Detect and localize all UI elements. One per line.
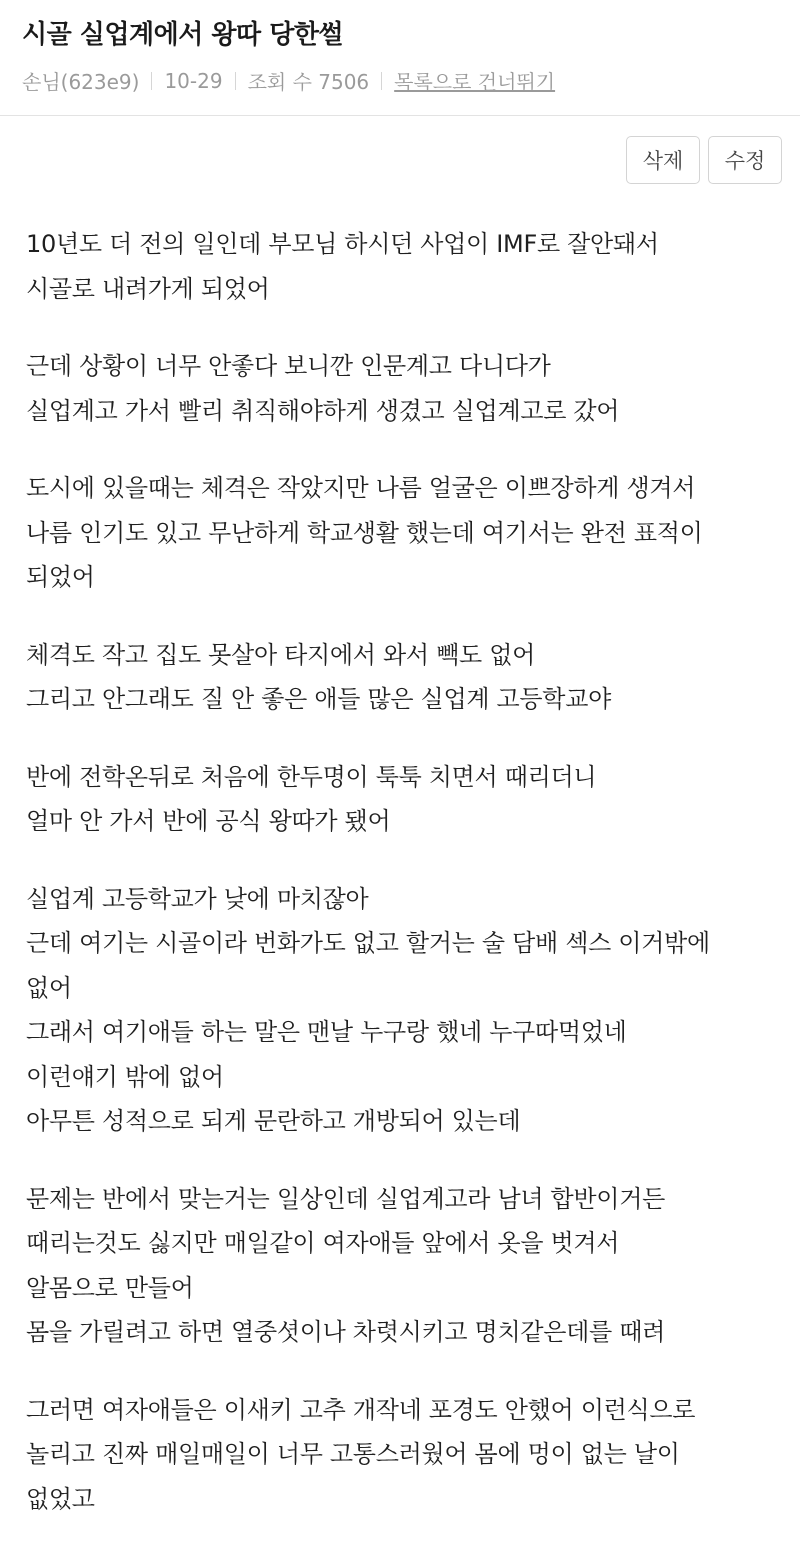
post-paragraph (26, 1388, 786, 1522)
post-body (26, 222, 786, 1554)
meta-divider (235, 72, 236, 90)
post-paragraph (26, 755, 786, 844)
post-text-line: 이런얘기 밖에 없어 (26, 1062, 224, 1091)
post-text-line: 반에 전학온뒤로 처음에 한두명이 툭툭 치면서 때리더니 (26, 762, 597, 791)
post-text-line: 알몸으로 만들어 (26, 1273, 194, 1302)
post-paragraph (26, 877, 786, 1144)
post-text-line: 실업계 고등학교가 낮에 마치잖아 (26, 884, 369, 913)
post-paragraph (26, 344, 786, 433)
post-text-line: 근데 상황이 너무 안좋다 보니깐 인문계고 다니다가 (26, 352, 551, 380)
post-paragraph (26, 1177, 786, 1355)
meta-divider (381, 72, 382, 90)
post-date: 10-29 (164, 68, 223, 93)
post-text-line: 나름 인기도 있고 무난하게 학교생활 했는데 여기서는 완전 표적이 (26, 518, 703, 547)
post-paragraph (26, 466, 786, 600)
post-text-line: 10년도 더 전의 일인데 부모님 하시던 사업이 IMF로 잘안돼서 (26, 230, 659, 258)
post-text-line: 시골로 내려가게 되었어 (26, 274, 270, 303)
post-text-line: 도시에 있을때는 체격은 작았지만 나름 얼굴은 이쁘장하게 생겨서 (26, 474, 696, 502)
post-header (0, 0, 800, 116)
post-text-line: 때리는것도 싫지만 매일같이 여자애들 앞에서 옷을 벗겨서 (26, 1229, 620, 1257)
post-meta (22, 66, 555, 95)
post-text-line: 얼마 안 가서 반에 공식 왕따가 됐어 (26, 807, 391, 835)
post-paragraph (26, 222, 786, 311)
post-text-line: 그러면 여자애들은 이새키 고추 개작네 포경도 안했어 이런식으로 (26, 1395, 696, 1424)
post-text-line: 체격도 작고 집도 못살아 타지에서 와서 빽도 없어 (26, 640, 535, 669)
delete-button[interactable]: 삭제 (626, 136, 700, 184)
post-text-line: 그래서 여기애들 하는 말은 맨날 누구랑 했네 누구따먹었네 (26, 1018, 627, 1046)
post-text-line: 없어 (26, 973, 72, 1002)
edit-button[interactable]: 수정 (708, 136, 782, 184)
post-text-line: 문제는 반에서 맞는거는 일상인데 실업계고라 남녀 합반이거든 (26, 1184, 665, 1213)
post-text-line: 근데 여기는 시골이라 번화가도 없고 할거는 술 담배 섹스 이거밖에 (26, 929, 710, 957)
post-text-line: 그리고 안그래도 질 안 좋은 애들 많은 실업계 고등학교야 (26, 685, 611, 713)
post-text-line: 없었고 (26, 1484, 95, 1513)
view-count: 조회 수 7506 (247, 70, 370, 94)
skip-to-list-link[interactable]: 목록으로 건너뛰기 (394, 70, 556, 94)
post-title: 시골 실업계에서 왕따 당한썰 (22, 20, 344, 50)
post-actions (626, 136, 782, 184)
post-text-line: 되었어 (26, 563, 95, 591)
post-text-line: 놀리고 진짜 매일매일이 너무 고통스러웠어 몸에 멍이 없는 날이 (26, 1440, 680, 1468)
post-text-line: 실업계고 가서 빨리 취직해야하게 생겼고 실업계고로 갔어 (26, 396, 620, 425)
post-text-line: 몸을 가릴려고 하면 열중셧이나 차렷시키고 명치같은데를 때려 (26, 1318, 665, 1346)
author-name[interactable]: 손님(623e9) (22, 70, 140, 94)
post-text-line: 아무튼 성적으로 되게 문란하고 개방되어 있는데 (26, 1107, 521, 1135)
meta-divider (151, 72, 152, 90)
post-paragraph (26, 633, 786, 722)
